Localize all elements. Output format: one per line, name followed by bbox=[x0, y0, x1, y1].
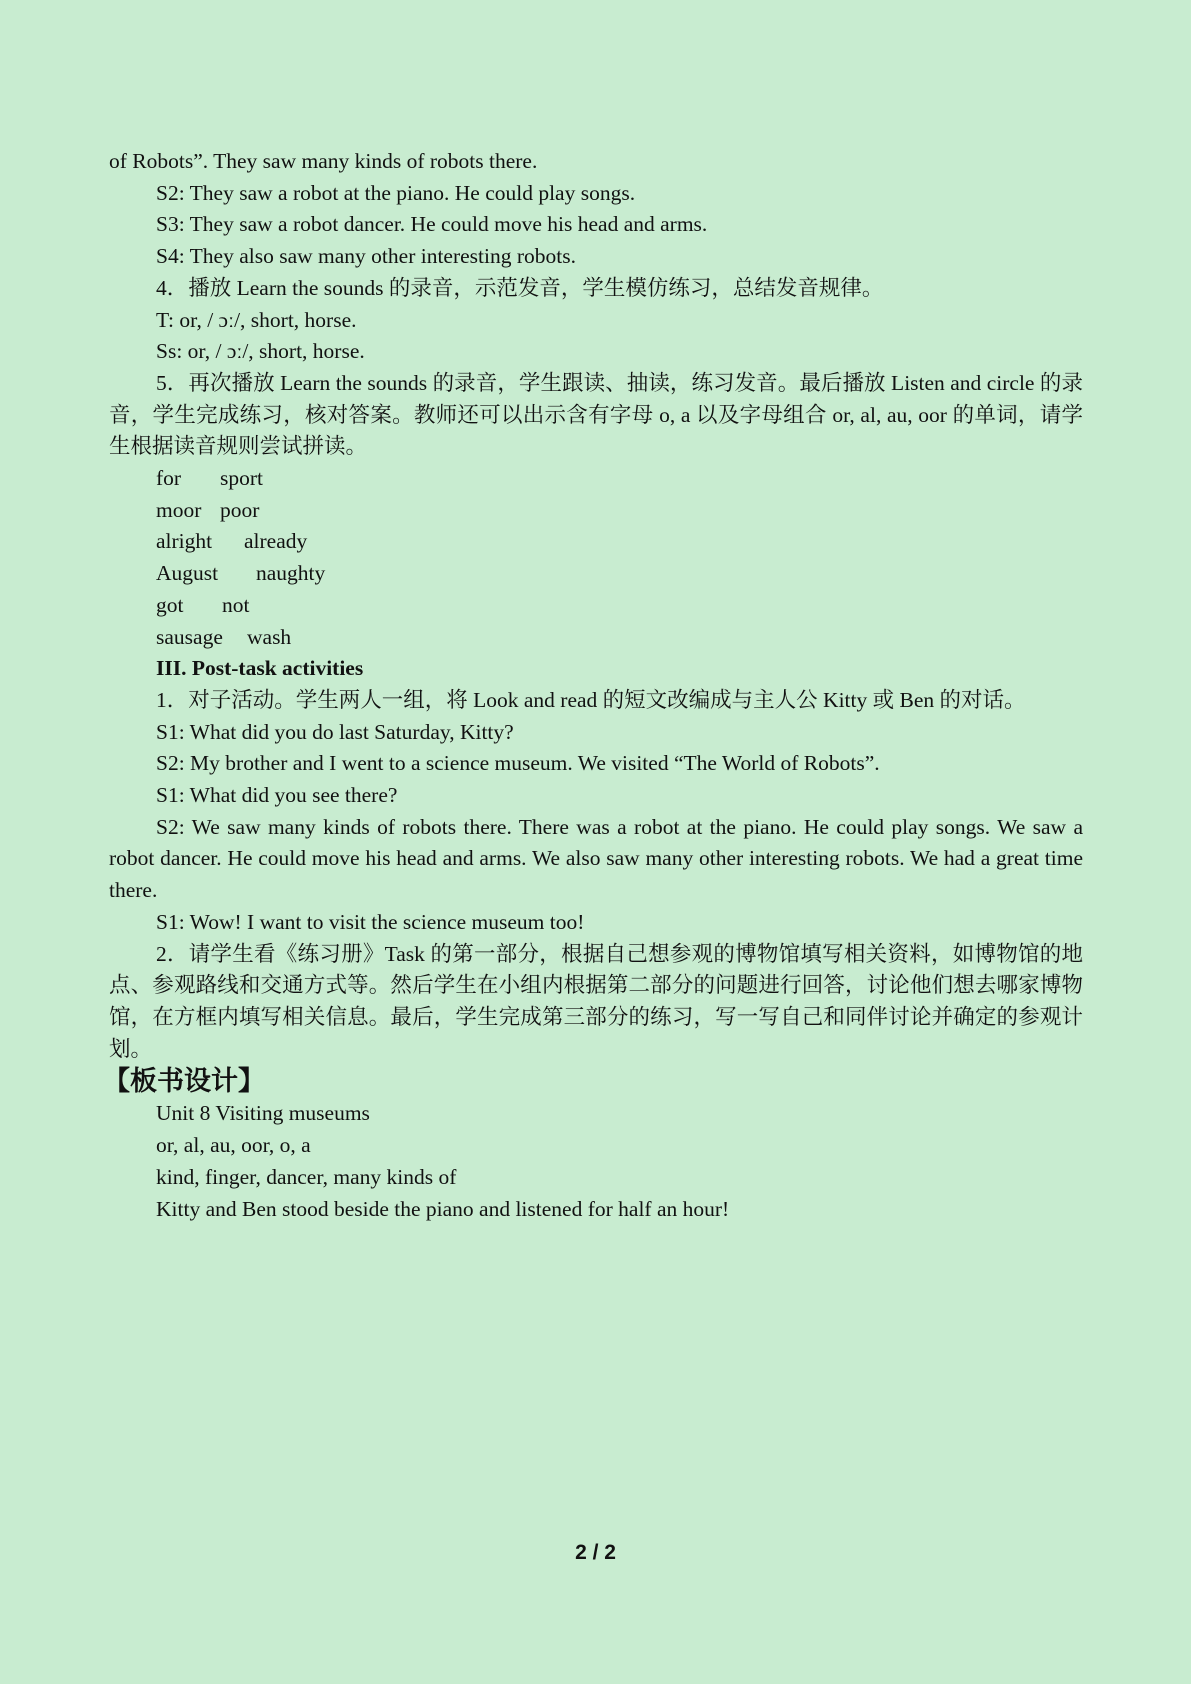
board-line: kind, finger, dancer, many kinds of bbox=[156, 1164, 457, 1189]
step-4-text: 4．播放 Learn the sounds 的录音，示范发音，学生模仿练习，总结发音规律。 bbox=[156, 275, 884, 300]
dialogue-line: S2: My brother and I went to a science museum. We visited “The World of Robots”. bbox=[156, 751, 880, 776]
word: sausage bbox=[156, 624, 223, 649]
word: poor bbox=[220, 497, 260, 522]
dialogue-line: T: or, / ɔː/, short, horse. bbox=[156, 307, 357, 332]
word: got bbox=[156, 592, 184, 617]
activity-1-paragraph: 1．对子活动。学生两人一组，将 Look and read 的短文改编成与主人公 Kitty 或 Ben 的对话。 bbox=[156, 687, 1026, 712]
word: already bbox=[244, 529, 308, 554]
document-body bbox=[103, 146, 1083, 1225]
dialogue-line: S3: They saw a robot dancer. He could move his head and arms. bbox=[156, 212, 708, 237]
word: moor bbox=[156, 497, 202, 522]
board-line: Kitty and Ben stood beside the piano and listened for half an hour! bbox=[156, 1196, 730, 1221]
dialogue-line: S1: What did you do last Saturday, Kitty? bbox=[156, 719, 514, 744]
word: for bbox=[156, 466, 182, 491]
word: naughty bbox=[256, 561, 326, 586]
dialogue-paragraph: S2: We saw many kinds of robots there. There was a robot at the piano. He could play songs. We saw a robot dancer. He could move his head and arms. We also saw many other interesting robots. We had a great time there. bbox=[109, 814, 1083, 903]
dialogue-line: S2: They saw a robot at the piano. He could play songs. bbox=[156, 180, 636, 205]
board-design-heading: 【板书设计】 bbox=[103, 1066, 265, 1097]
dialogue-line: S1: What did you see there? bbox=[156, 783, 398, 808]
dialogue-line: S4: They also saw many other interesting robots. bbox=[156, 244, 576, 269]
board-line: Unit 8 Visiting museums bbox=[156, 1101, 370, 1126]
dialogue-line: S1: Wow! I want to visit the science museum too! bbox=[156, 909, 585, 934]
section-heading: III. Post-task activities bbox=[156, 656, 364, 681]
word: sport bbox=[220, 466, 263, 491]
word: August bbox=[156, 561, 219, 586]
word-pair bbox=[109, 495, 1083, 527]
word-pair bbox=[109, 558, 1083, 590]
step-5-paragraph: 5．再次播放 Learn the sounds 的录音，学生跟读、抽读，练习发音。最后播放 Listen and circle 的录音，学生完成练习，核对答案。教师还可以出示含有字母 o, a 以及字母组合 or, al, au, oor 的单词，请学生根据读音规则尝试拼读。 bbox=[109, 370, 1083, 459]
word-pair bbox=[109, 526, 1083, 558]
word-pair bbox=[109, 590, 1083, 622]
text-line: of Robots”. They saw many kinds of robots there. bbox=[109, 149, 538, 173]
dialogue-line: Ss: or, / ɔː/, short, horse. bbox=[156, 339, 365, 364]
word-pair bbox=[109, 622, 1083, 654]
board-line: or, al, au, oor, o, a bbox=[156, 1133, 311, 1158]
page-number: 2 / 2 bbox=[575, 1541, 616, 1564]
activity-2-paragraph: 2．请学生看《练习册》Task 的第一部分，根据自己想参观的博物馆填写相关资料，如博物馆的地点、参观路线和交通方式等。然后学生在小组内根据第二部分的问题进行回答，讨论他们想去哪家博物馆，在方框内填写相关信息。最后，学生完成第三部分的练习，写一写自己和同伴讨论并确定的参观计划。 bbox=[109, 941, 1083, 1061]
word: not bbox=[222, 592, 250, 617]
word-pair bbox=[109, 463, 1083, 495]
word: wash bbox=[247, 624, 292, 649]
word: alright bbox=[156, 529, 213, 554]
